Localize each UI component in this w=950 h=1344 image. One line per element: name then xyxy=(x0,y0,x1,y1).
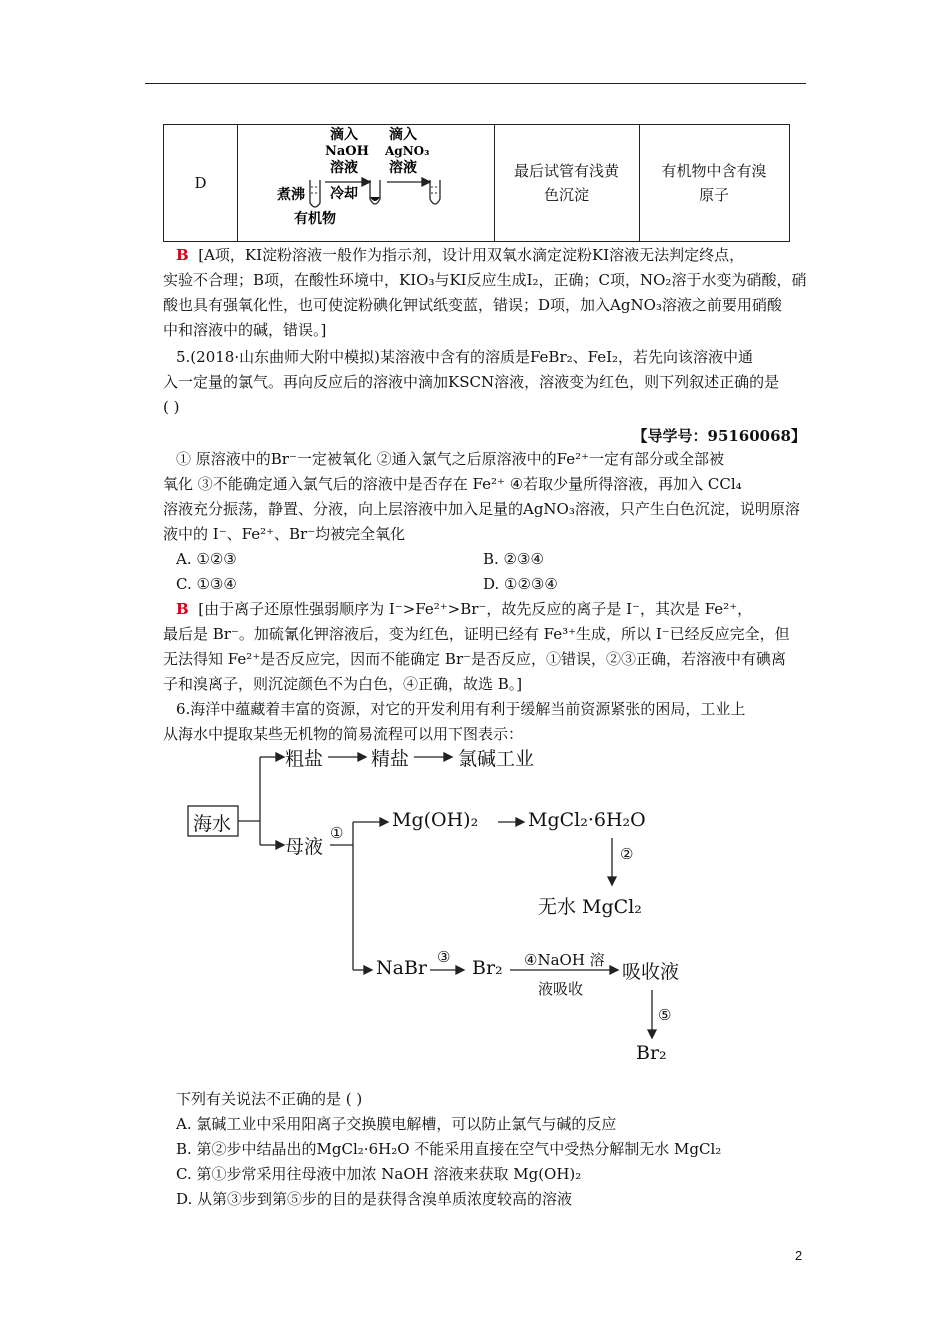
q5-answer-line-2: 最后是 Br⁻。加硫氰化钾溶液后，变为红色，证明已经有 Fe³⁺生成，所以 I⁻已经反应完全，但 xyxy=(163,625,790,643)
flow-lines xyxy=(180,740,740,1080)
organic-label: 有机物 xyxy=(294,211,336,227)
mother-liquor-label: 母液 xyxy=(285,836,324,858)
step-1-label: ① xyxy=(330,824,344,842)
step2-top: 滴入 xyxy=(389,127,417,143)
absorb-liquid-label: 吸收液 xyxy=(622,961,680,983)
q5-answer-line-1 xyxy=(176,597,806,622)
q4-answer-line-4: 中和溶液中的碱，错误。] xyxy=(163,321,327,339)
phenomenon-cell xyxy=(494,125,640,241)
q4-answer-letter: B xyxy=(176,246,189,264)
q5-stem-line-3: ( ) xyxy=(163,398,180,416)
mgoh2-label: Mg(OH)₂ xyxy=(392,809,479,831)
step-3-label: ③ xyxy=(437,948,451,966)
mgcl2-6h2o-label: MgCl₂·6H₂O xyxy=(528,809,646,831)
step-2-label: ② xyxy=(620,845,634,863)
conclusion-line-2: 原子 xyxy=(698,186,729,204)
step-4-top-label: ④NaOH 溶 xyxy=(524,951,605,969)
q5-stem-line-2: 入一定量的氯气。再向反应后的溶液中滴加KSCN溶液，溶液变为红色，则下列叙述正确的是 xyxy=(163,373,780,391)
q6-option-a: A. 氯碱工业中采用阳离子交换膜电解槽，可以防止氯气与碱的反应 xyxy=(176,1115,617,1133)
chlor-alkali-label: 氯碱工业 xyxy=(458,748,535,770)
q5-answer-line-4: 子和溴离子，则沉淀颜色不为白色，④正确，故选 B。] xyxy=(163,675,523,693)
q5-statement-line-3: 溶液充分振荡，静置、分液，向上层溶液中加入足量的AgNO₃溶液，只产生白色沉淀，说明原溶 xyxy=(163,500,800,518)
step-4-bottom-label: 液吸收 xyxy=(538,980,584,998)
q5-answer-text-1: [由于离子还原性强弱顺序为 I⁻>Fe²⁺>Br⁻，故先反应的离子是 I⁻，其次是 Fe²⁺， xyxy=(198,600,753,618)
q4-answer-text-1: [A项，KI淀粉溶液一般作为指示剂，设计用双氧水滴定淀粉KI溶液无法判定终点， xyxy=(198,246,745,264)
q5-option-c: C. ①③④ xyxy=(176,575,237,593)
q6-question: 下列有关说法不正确的是 ( ) xyxy=(176,1090,363,1108)
step1-bot: 溶液 xyxy=(330,160,358,176)
q4-answer-line-2: 实验不合理；B项，在酸性环境中，KIO₃与KI反应生成I₂，正确；C项，NO₂溶于水变为硝酸，硝 xyxy=(163,271,807,289)
q5-answer-letter: B xyxy=(176,600,189,618)
step1-top: 滴入 xyxy=(330,127,358,143)
anhydrous-mgcl2-label: 无水 MgCl₂ xyxy=(538,896,642,918)
step2-bot: 溶液 xyxy=(389,160,417,176)
phenomenon-line-2: 色沉淀 xyxy=(543,186,589,204)
boil-label: 煮沸 xyxy=(277,187,305,203)
seawater-flow-diagram xyxy=(180,740,740,1080)
q6-option-b: B. 第②步中结晶出的MgCl₂·6H₂O 不能采用直接在空气中受热分解制无水 MgCl₂ xyxy=(176,1140,722,1158)
br2-label-a: Br₂ xyxy=(472,957,503,979)
crude-salt-label: 粗盐 xyxy=(285,748,324,770)
br2-label-b: Br₂ xyxy=(636,1042,667,1064)
q5-option-b: B. ②③④ xyxy=(483,550,544,568)
q6-stem-line-1: 6.海洋中蕴藏着丰富的资源，对它的开发利用有利于缓解当前资源紧张的困局，工业上 xyxy=(176,700,746,718)
experiment-table-row xyxy=(163,124,790,242)
q4-answer-line-3: 酸也具有强氧化性，也可使淀粉碘化钾试纸变蓝，错误；D项，加入AgNO₃溶液之前要用硝酸 xyxy=(163,296,782,314)
row-label: D xyxy=(164,125,238,241)
header-rule xyxy=(145,83,806,84)
conclusion-cell xyxy=(639,125,789,241)
q5-statement-line-2: 氧化 ③不能确定通入氯气后的溶液中是否存在 Fe²⁺ ④若取少量所得溶液，再加入 CCl₄ xyxy=(163,475,742,493)
phenomenon-line-1: 最后试管有浅黄 xyxy=(513,162,619,180)
guide-number: 【导学号：95160068】 xyxy=(632,427,806,445)
cool-label: 冷却 xyxy=(330,186,358,202)
step2-mid: AgNO₃ xyxy=(385,144,430,158)
nabr-label: NaBr xyxy=(376,957,427,979)
experiment-diagram-cell xyxy=(237,125,495,241)
q6-option-d: D. 从第③步到第⑤步的目的是获得含溴单质浓度较高的溶液 xyxy=(176,1190,573,1208)
q6-option-c: C. 第①步常采用往母液中加浓 NaOH 溶液来获取 Mg(OH)₂ xyxy=(176,1165,582,1183)
seawater-label: 海水 xyxy=(193,813,232,835)
q5-option-a: A. ①②③ xyxy=(176,550,237,568)
q5-statement-line-4: 液中的 I⁻、Fe²⁺、Br⁻均被完全氧化 xyxy=(163,525,406,543)
refined-salt-label: 精盐 xyxy=(371,748,410,770)
q4-answer-line-1 xyxy=(176,243,806,268)
q5-option-d: D. ①②③④ xyxy=(483,575,558,593)
test-tube-3 xyxy=(430,180,440,204)
q5-stem-line-1: 5.(2018·山东曲师大附中模拟)某溶液中含有的溶质是FeBr₂、FeI₂，若先向该溶液中通 xyxy=(176,348,754,366)
q6-stem-line-2: 从海水中提取某些无机物的简易流程可以用下图表示： xyxy=(163,725,524,743)
q5-answer-line-3: 无法得知 Fe²⁺是否反应完，因而不能确定 Br⁻是否反应，①错误，②③正确，若溶液中有碘离 xyxy=(163,650,787,668)
q5-statement-line-1: ① 原溶液中的Br⁻一定被氧化 ②通入氯气之后原溶液中的Fe²⁺一定有部分或全部被 xyxy=(176,450,725,468)
test-tube-diagram xyxy=(237,125,494,241)
step1-mid: NaOH xyxy=(325,144,369,159)
page-number: 2 xyxy=(795,1248,803,1263)
conclusion-line-1: 有机物中含有溴 xyxy=(661,162,767,180)
step-5-label: ⑤ xyxy=(658,1006,672,1024)
